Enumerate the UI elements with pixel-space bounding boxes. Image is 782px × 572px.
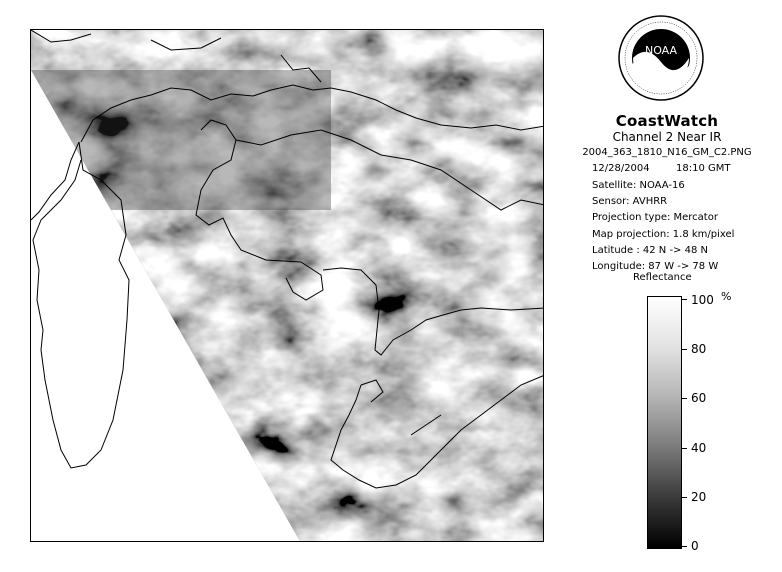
colorbar-tick [682, 546, 687, 547]
colorbar-tick-label: 100 [691, 293, 714, 307]
colorbar-tick-label: 40 [691, 441, 707, 455]
date-label: 12/28/2004 [592, 163, 650, 174]
reflectance-colorbar [647, 296, 682, 549]
colorbar-tick-label: 20 [691, 490, 707, 504]
colorbar-tick [682, 448, 687, 449]
channel-label: Channel 2 Near IR [612, 130, 722, 144]
colorbar-tick-label: 60 [691, 391, 707, 405]
colorbar-title: Reflectance [633, 272, 692, 283]
colorbar-tick-label: 0 [691, 539, 699, 553]
time-label: 18:10 GMT [676, 163, 731, 174]
satellite-image-panel [30, 29, 544, 542]
filename-label: 2004_363_1810_N16_GM_C2.PNG [582, 147, 752, 158]
projection-type-label: Projection type: Mercator [592, 212, 718, 223]
latitude-label: Latitude : 42 N -> 48 N [592, 245, 708, 256]
colorbar-tick [682, 398, 687, 399]
svg-text:NOAA: NOAA [644, 44, 678, 57]
sensor-label: Sensor: AVHRR [592, 196, 668, 207]
colorbar-tick [682, 299, 687, 300]
brand-title: CoastWatch [615, 112, 719, 130]
colorbar-tick [682, 497, 687, 498]
satellite-label: Satellite: NOAA-16 [592, 180, 685, 191]
longitude-label: Longitude: 87 W -> 78 W [592, 261, 719, 272]
cloud-imagery [31, 30, 544, 542]
map-projection-label: Map projection: 1.8 km/pixel [592, 229, 735, 240]
lake-michigan-west-shore [31, 142, 79, 220]
colorbar-tick [682, 349, 687, 350]
colorbar-tick-label: 80 [691, 342, 707, 356]
noaa-logo [617, 14, 705, 102]
satellite-image [31, 30, 544, 542]
noaa-seal-icon [617, 14, 705, 102]
colorbar-unit: % [721, 290, 732, 303]
